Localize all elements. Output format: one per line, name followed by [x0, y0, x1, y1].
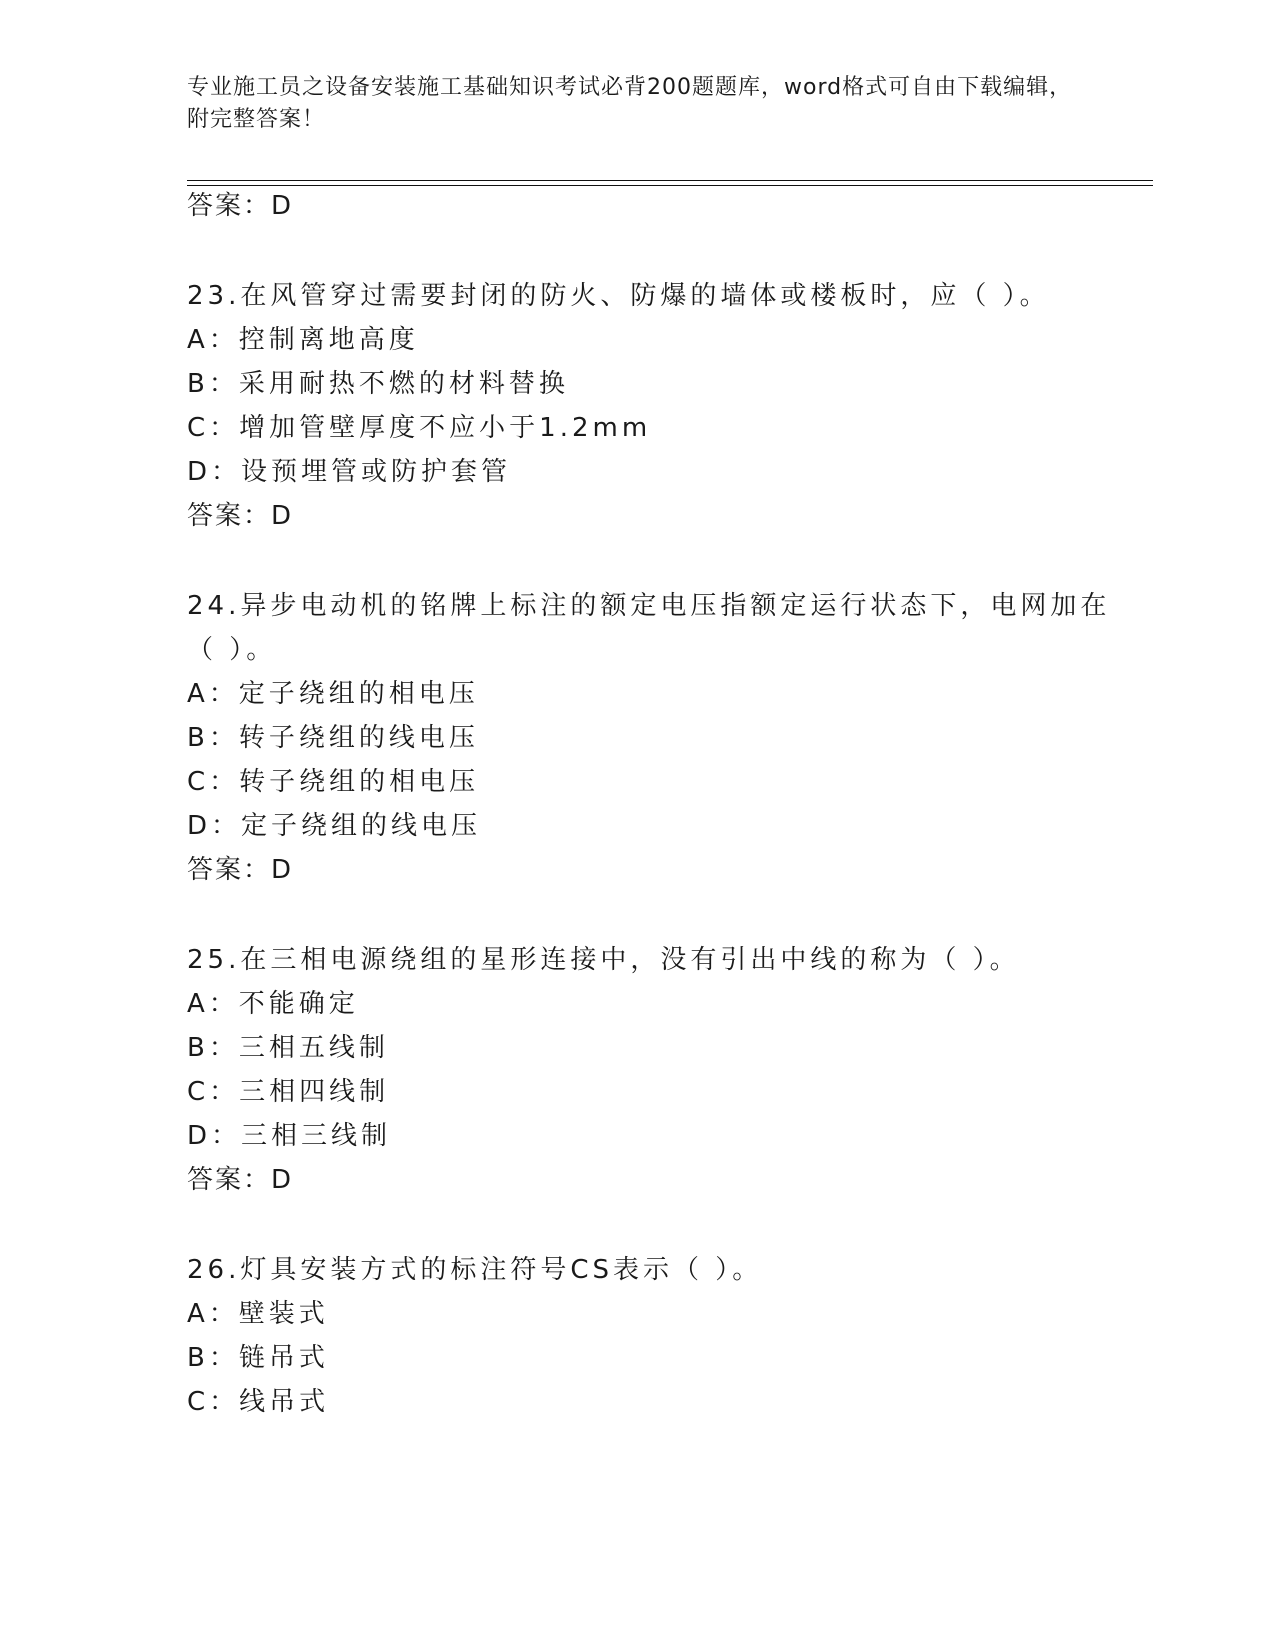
- question-25-option-a: A：不能确定: [187, 989, 359, 1019]
- question-25-option-c: C：三相四线制: [187, 1077, 390, 1107]
- question-23-option-c: C：增加管壁厚度不应小于1.2mm: [187, 413, 652, 443]
- question-24-option-c: C：转子绕组的相电压: [187, 767, 480, 797]
- header-divider-bottom: [187, 185, 1153, 186]
- question-24-stem-line2: （ ）。: [187, 635, 277, 665]
- question-25-answer: 答案：D: [187, 1165, 294, 1195]
- question-23-option-b: B：采用耐热不燃的材料替换: [187, 369, 569, 399]
- question-24-option-d: D：定子绕组的线电压: [187, 811, 482, 841]
- question-23-answer: 答案：D: [187, 501, 294, 531]
- question-24-option-a: A：定子绕组的相电压: [187, 679, 479, 709]
- question-24-answer: 答案：D: [187, 855, 294, 885]
- document-header: 专业施工员之设备安装施工基础知识考试必背200题题库，word格式可自由下载编辑，附完整答案！: [187, 75, 1073, 132]
- question-25-option-d: D：三相三线制: [187, 1121, 392, 1151]
- header-divider-top: [187, 180, 1153, 181]
- previous-answer: 答案：D: [187, 191, 294, 221]
- question-23-option-a: A：控制离地高度: [187, 325, 419, 355]
- question-26-option-c: C：线吊式: [187, 1387, 330, 1417]
- question-24-option-b: B：转子绕组的线电压: [187, 723, 479, 753]
- question-25-option-b: B：三相五线制: [187, 1033, 389, 1063]
- question-26-stem: 26.灯具安装方式的标注符号CS表示（ ）。: [187, 1255, 763, 1285]
- question-24-stem-line1: 24.异步电动机的铭牌上标注的额定电压指额定运行状态下，电网加在: [187, 591, 1111, 621]
- question-23-stem: 23.在风管穿过需要封闭的防火、防爆的墙体或楼板时，应（ ）。: [187, 281, 1050, 311]
- question-23-option-d: D：设预埋管或防护套管: [187, 457, 512, 487]
- question-26-option-b: B：链吊式: [187, 1343, 329, 1373]
- question-25-stem: 25.在三相电源绕组的星形连接中，没有引出中线的称为（ ）。: [187, 945, 1020, 975]
- question-26-option-a: A：壁装式: [187, 1299, 329, 1329]
